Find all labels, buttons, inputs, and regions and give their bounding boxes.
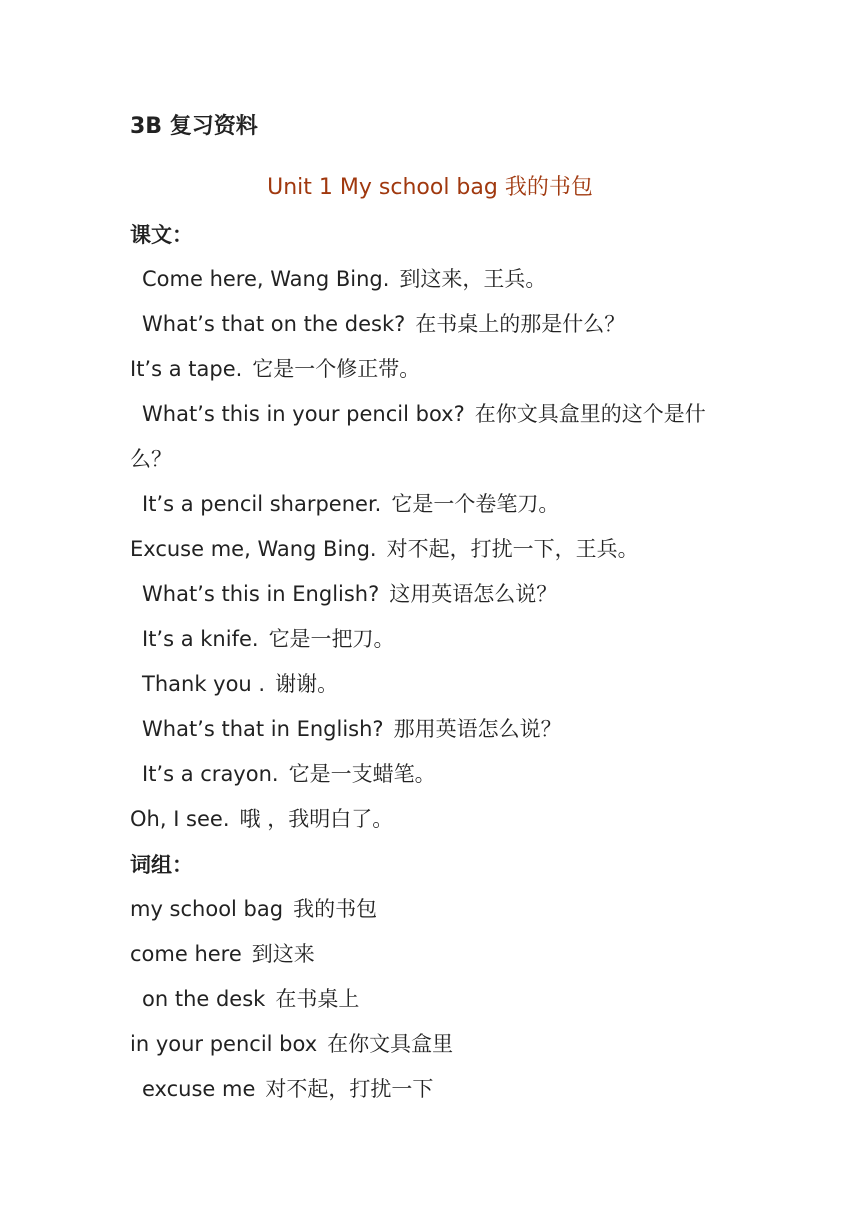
dialogue-line [142, 399, 742, 429]
dialogue-english: Excuse me, Wang Bing. [130, 537, 377, 561]
phrase-english: on the desk [142, 987, 266, 1011]
dialogue-line [142, 624, 742, 654]
dialogue-english: It’s a crayon. [142, 762, 279, 786]
dialogue-chinese: 它是一个卷笔刀。 [391, 492, 560, 516]
phrase-chinese: 在书桌上 [275, 987, 360, 1011]
dialogue-line-continuation [130, 444, 730, 474]
phrase-english: come here [130, 942, 242, 966]
phrase-line [130, 939, 730, 969]
dialogue-english: What’s that on the desk? [142, 312, 406, 336]
dialogue-chinese: 到这来，王兵。 [399, 267, 547, 291]
dialogue-english: What’s this in your pencil box? [142, 402, 465, 426]
dialogue-line [142, 579, 742, 609]
dialogue-english: It’s a tape. [130, 357, 243, 381]
dialogue-chinese: 它是一支蜡笔。 [288, 762, 436, 786]
unit-heading: Unit 1 My school bag 我的书包 [267, 175, 593, 200]
text-section-label: 课文： [130, 223, 193, 247]
dialogue-line [142, 669, 742, 699]
dialogue-chinese: 对不起，打扰一下，王兵。 [386, 537, 639, 561]
phrase-english: in your pencil box [130, 1032, 318, 1056]
dialogue-english: Thank you . [142, 672, 266, 696]
dialogue-line [130, 804, 730, 834]
phrase-chinese: 到这来 [251, 942, 315, 966]
phrase-english: my school bag [130, 897, 284, 921]
dialogue-english: What’s this in English? [142, 582, 380, 606]
dialogue-line [130, 354, 730, 384]
dialogue-line [142, 759, 742, 789]
phrase-chinese: 我的书包 [293, 897, 378, 921]
phrase-line [130, 894, 730, 924]
phrase-chinese: 在你文具盒里 [327, 1032, 454, 1056]
dialogue-english: What’s that in English? [142, 717, 384, 741]
dialogue-english: Come here, Wang Bing. [142, 267, 390, 291]
dialogue-line [142, 309, 742, 339]
dialogue-line [142, 714, 742, 744]
dialogue-english: It’s a pencil sharpener. [142, 492, 382, 516]
dialogue-chinese: 那用英语怎么说？ [393, 717, 562, 741]
document-title: 3B 复习资料 [130, 114, 258, 139]
dialogue-chinese: 这用英语怎么说？ [389, 582, 558, 606]
dialogue-chinese: 哦 ，我明白了。 [239, 807, 394, 831]
dialogue-chinese: 谢谢。 [275, 672, 339, 696]
phrase-line [130, 1029, 730, 1059]
dialogue-english: Oh, I see. [130, 807, 230, 831]
dialogue-english: It’s a knife. [142, 627, 259, 651]
dialogue-line [130, 534, 730, 564]
dialogue-chinese: 它是一个修正带。 [252, 357, 421, 381]
dialogue-line [142, 489, 742, 519]
dialogue-chinese: 在书桌上的那是什么？ [415, 312, 626, 336]
phrase-chinese: 对不起，打扰一下 [265, 1077, 434, 1101]
phrase-line [142, 984, 742, 1014]
phrase-line [142, 1074, 742, 1104]
phrase-english: excuse me [142, 1077, 256, 1101]
dialogue-line [142, 264, 742, 294]
dialogue-chinese: 在你文具盒里的这个是什 [474, 402, 706, 426]
dialogue-chinese: 么？ [130, 447, 172, 471]
dialogue-chinese: 它是一把刀。 [268, 627, 395, 651]
phrase-section-label: 词组： [130, 853, 193, 877]
